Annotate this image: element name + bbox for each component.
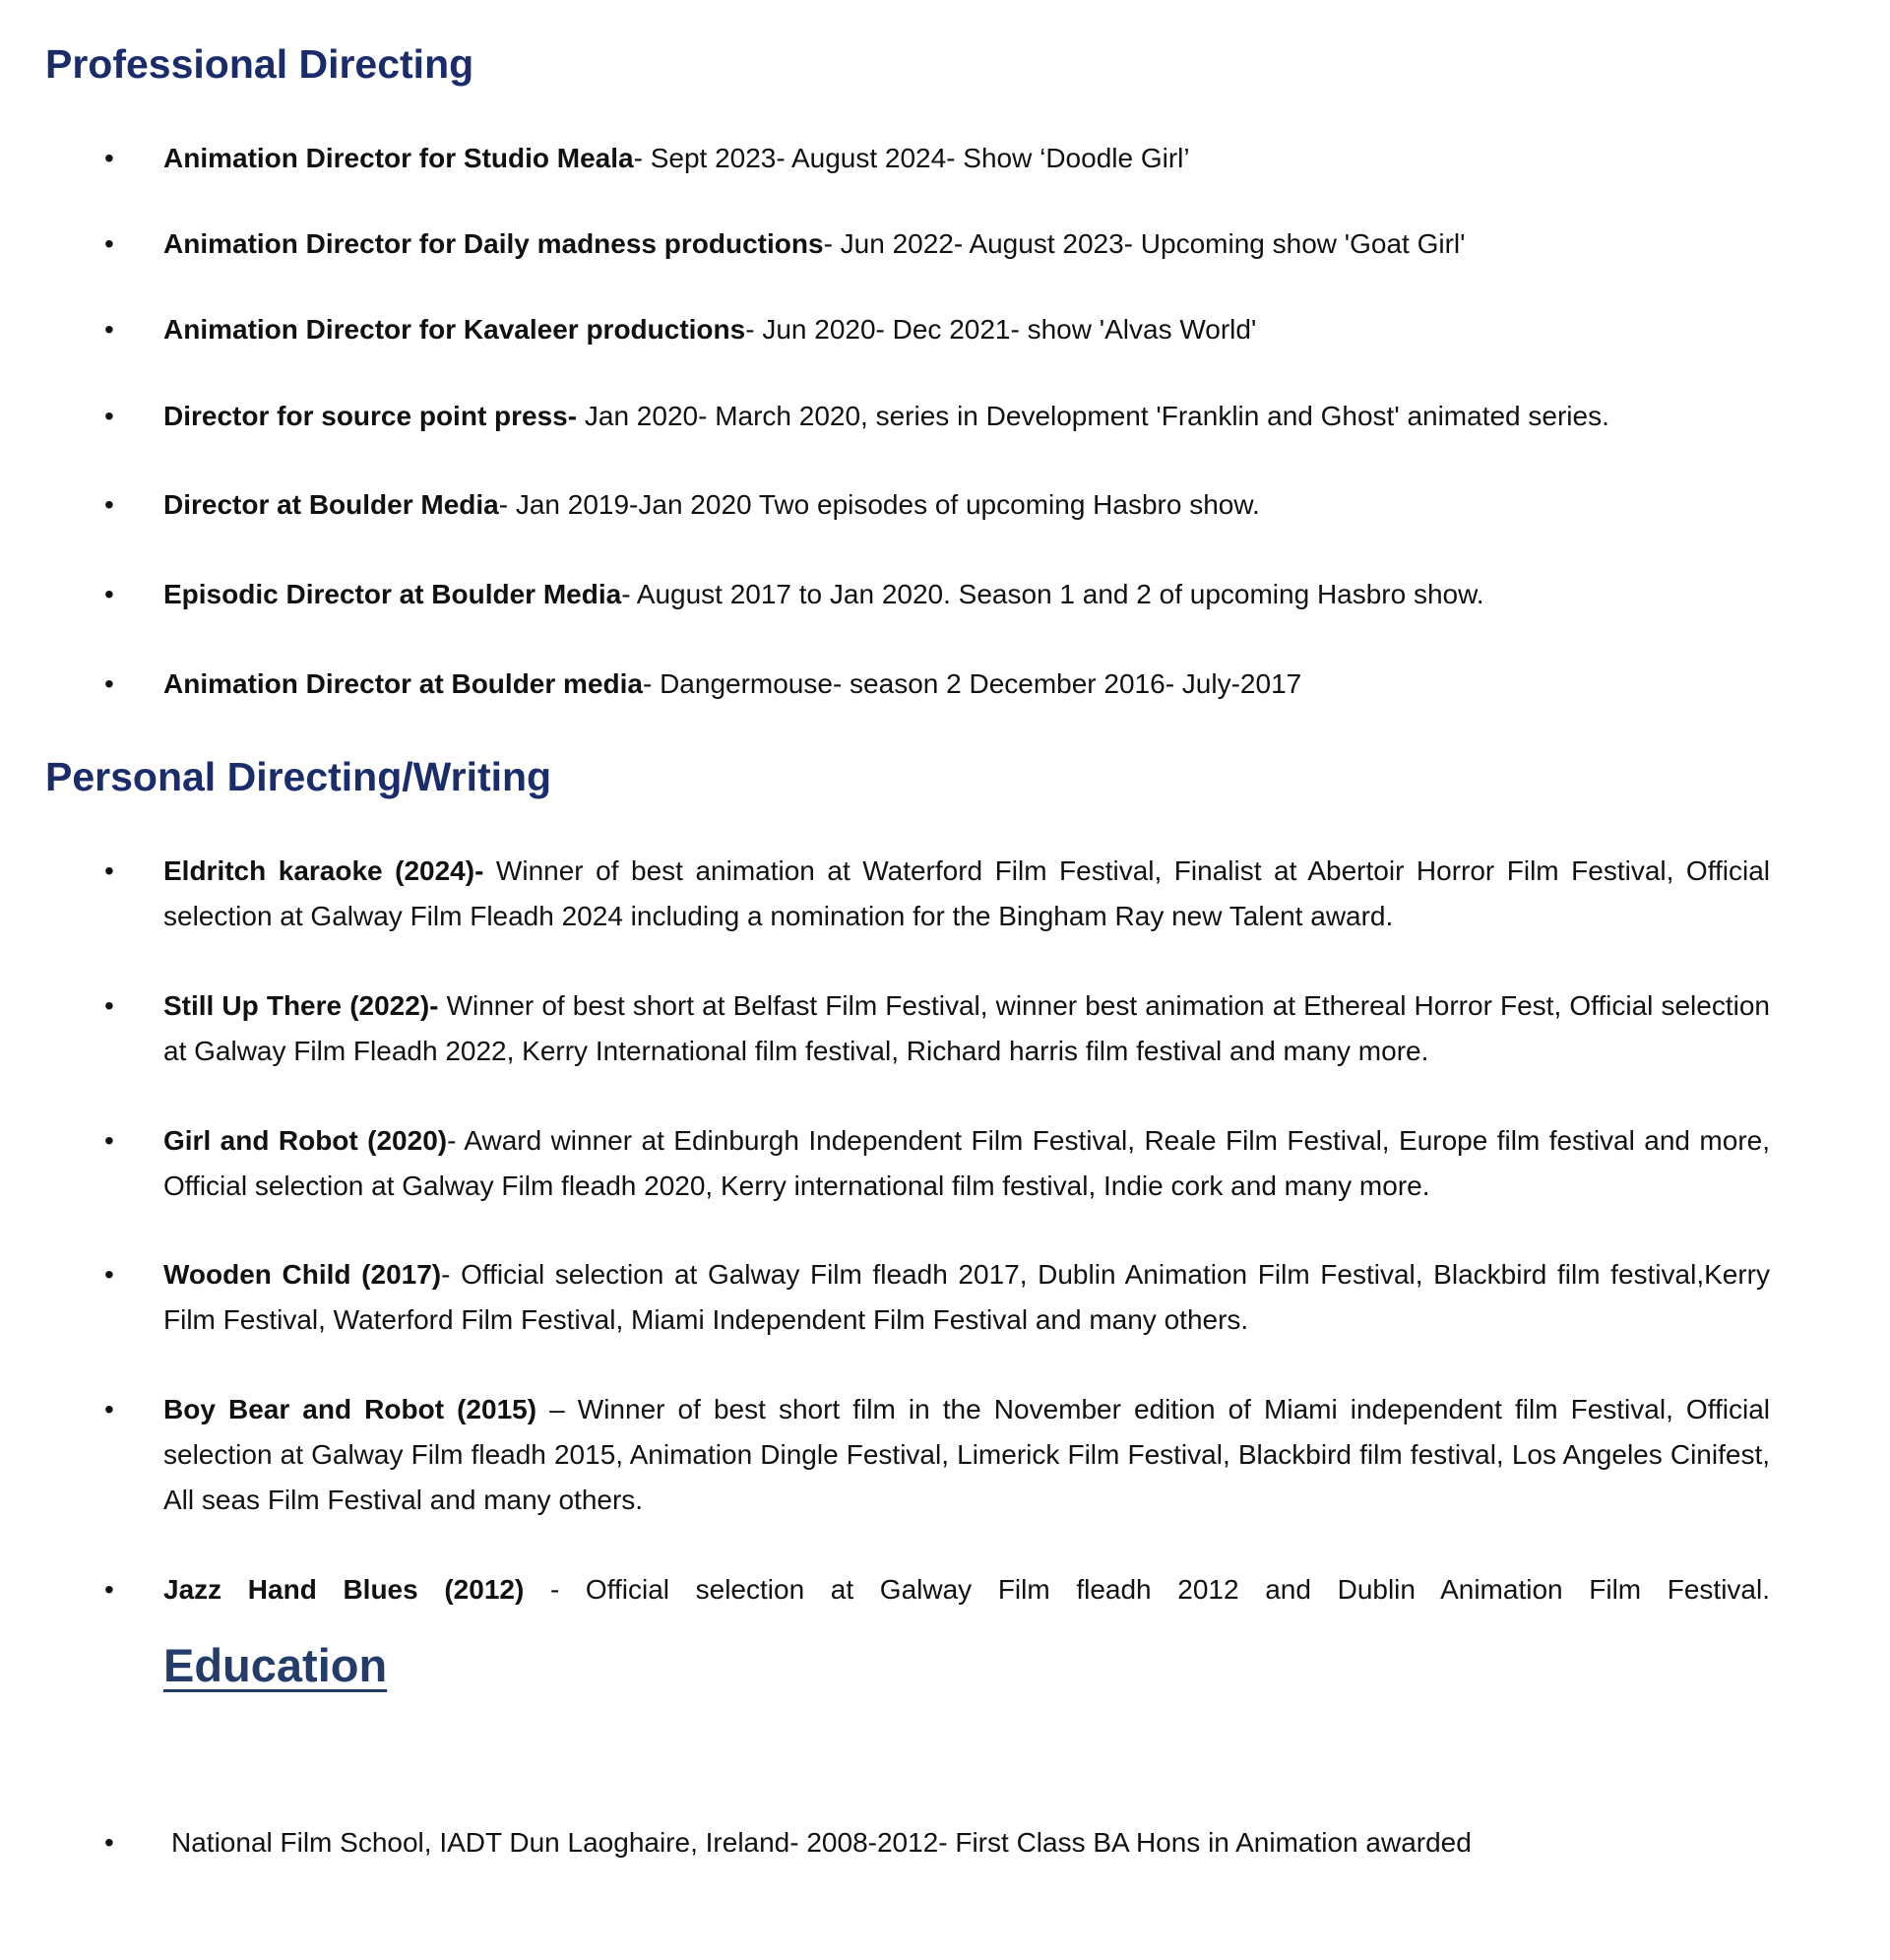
list-item-title: Boy Bear and Robot (2015): [163, 1394, 537, 1424]
list-item-text: [163, 1252, 1770, 1343]
list-item-text: [163, 136, 1770, 181]
bullet-icon: •: [104, 1259, 114, 1290]
list-item-text: [163, 482, 1770, 528]
list-item-title: Jazz Hand Blues (2012): [163, 1574, 525, 1605]
list-item-text: [163, 221, 1770, 267]
bullet-icon: •: [104, 990, 114, 1021]
list-item-title: Episodic Director at Boulder Media: [163, 579, 622, 609]
list-item-text: [163, 849, 1770, 939]
list-item-text: [163, 1118, 1770, 1209]
bullet-icon: •: [104, 668, 114, 699]
list-item-detail: – Winner of best short film in the November edition of Miami independent film Festival, Official selection at Galway Film fleadh 2015, Animation Dingle Festival, Limerick Film Festival, Blackbird film festival, Los Angeles Cinifest, All seas Film Festival and many others.: [163, 1394, 1770, 1515]
bullet-icon: •: [104, 228, 114, 259]
list-item-title: Animation Director for Kavaleer productions: [163, 314, 746, 345]
list-item-text: [163, 572, 1770, 617]
list-item-title: Animation Director for Studio Meala: [163, 143, 634, 173]
list-item-title: Director at Boulder Media: [163, 489, 499, 520]
list-item-detail: - Jun 2022- August 2023- Upcoming show 'Goat Girl': [823, 228, 1466, 259]
list-item-title: Director for source point press-: [163, 401, 578, 431]
personal-directing-heading: Personal Directing/Writing: [45, 754, 552, 799]
list-item-title: Animation Director at Boulder media: [163, 668, 643, 699]
list-item-detail: Jan 2020- March 2020, series in Development 'Franklin and Ghost' animated series.: [577, 401, 1609, 431]
professional-directing-heading: Professional Directing: [45, 41, 474, 87]
list-item-detail: - Official selection at Galway Film fleadh 2012 and Dublin Animation Film Festival.: [524, 1574, 1771, 1605]
list-item-title: Eldritch karaoke (2024)-: [163, 855, 484, 886]
bullet-icon: •: [104, 1827, 114, 1858]
list-item-title: Still Up There (2022)-: [163, 990, 439, 1021]
list-item-detail: - Award winner at Edinburgh Independent Film Festival, Reale Film Festival, Europe film festival and more, Official selection at Galway Film fleadh 2020, Kerry international film festival, Indie cork and many more.: [163, 1125, 1770, 1201]
list-item-title: Wooden Child (2017): [163, 1259, 442, 1290]
bullet-icon: •: [104, 401, 114, 431]
list-item-detail: - Jun 2020- Dec 2021- show 'Alvas World': [745, 314, 1257, 345]
list-item-detail: - Dangermouse- season 2 December 2016- July-2017: [642, 668, 1302, 699]
list-item-text: [163, 1567, 1770, 1612]
list-item-detail: Winner of best short at Belfast Film Festival, winner best animation at Ethereal Horror Fest, Official selection at Galway Film Fleadh 2022, Kerry International film festival, Richard harris film festival and many more.: [163, 990, 1770, 1066]
bullet-icon: •: [104, 1394, 114, 1424]
list-item-detail: - Jan 2019-Jan 2020 Two episodes of upcoming Hasbro show.: [498, 489, 1260, 520]
education-item-text: National Film School, IADT Dun Laoghaire, Ireland- 2008-2012- First Class BA Hons in Animation awarded: [171, 1827, 1472, 1858]
bullet-icon: •: [104, 1125, 114, 1156]
bullet-icon: •: [104, 1574, 114, 1605]
bullet-icon: •: [104, 855, 114, 886]
list-item-text: [163, 1387, 1770, 1523]
list-item-text: [163, 662, 1770, 707]
bullet-icon: •: [104, 314, 114, 345]
list-item-title: Girl and Robot (2020): [163, 1125, 448, 1156]
list-item-text: [163, 307, 1770, 352]
list-item-detail: - August 2017 to Jan 2020. Season 1 and 2 of upcoming Hasbro show.: [621, 579, 1484, 609]
education-heading: Education: [163, 1639, 388, 1691]
list-item-detail: - Sept 2023- August 2024- Show ‘Doodle Girl’: [633, 143, 1190, 173]
list-item-text: [163, 983, 1770, 1074]
bullet-icon: •: [104, 489, 114, 520]
bullet-icon: •: [104, 143, 114, 173]
list-item-detail: - Official selection at Galway Film fleadh 2017, Dublin Animation Film Festival, Blackbird film festival,Kerry Film Festival, Waterford Film Festival, Miami Independent Film Festival and many others.: [163, 1259, 1770, 1335]
list-item-text: [163, 394, 1770, 439]
bullet-icon: •: [104, 579, 114, 609]
list-item-title: Animation Director for Daily madness productions: [163, 228, 824, 259]
list-item-detail: Winner of best animation at Waterford Film Festival, Finalist at Abertoir Horror Film Festival, Official selection at Galway Film Fleadh 2024 including a nomination for the Bingham Ray new Talent award.: [163, 855, 1770, 931]
